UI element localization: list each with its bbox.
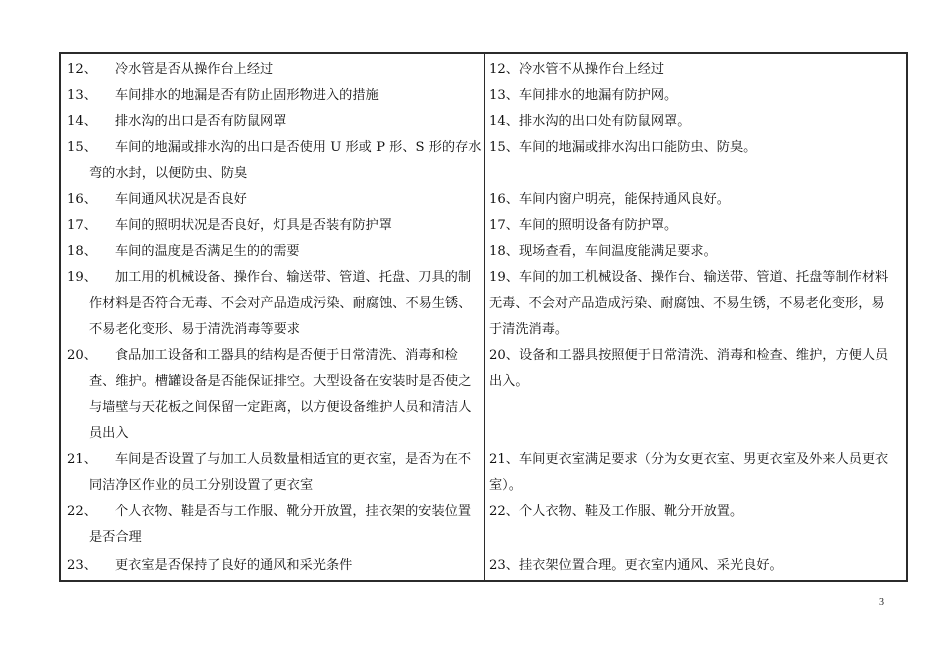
item-text-line: 员出入 (89, 426, 129, 441)
item-number: 14、 (67, 114, 97, 129)
page-number: 3 (879, 597, 884, 608)
item-text-line: 同洁净区作业的员工分别设置了更衣室 (89, 478, 314, 493)
result-text-line: 23、挂衣架位置合理。更衣室内通风、采光良好。 (489, 558, 783, 573)
item-number: 21、 (67, 452, 97, 467)
item-text-line: 作材料是否符合无毒、不会对产品造成污染、耐腐蚀、不易生锈、 (89, 296, 472, 311)
result-text-line: 21、车间更衣室满足要求（分为女更衣室、男更衣室及外来人员更衣 (489, 452, 889, 467)
item-number: 23、 (67, 558, 97, 573)
item-text-line: 车间排水的地漏是否有防止固形物进入的措施 (115, 88, 379, 103)
item-number: 16、 (67, 192, 97, 207)
inspection-table (59, 52, 908, 582)
result-text-line: 室）。 (489, 478, 522, 493)
item-number: 19、 (67, 270, 97, 285)
result-text-line: 18、现场查看，车间温度能满足要求。 (489, 244, 717, 259)
item-text-line: 不易老化变形、易于清洗消毒等要求 (89, 322, 300, 337)
result-text-line: 出入。 (489, 374, 529, 389)
result-text-line: 14、排水沟的出口处有防鼠网罩。 (489, 114, 691, 129)
result-text-line: 15、车间的地漏或排水沟出口能防虫、防臭。 (489, 140, 757, 155)
item-number: 22、 (67, 504, 97, 519)
item-text-line: 是否合理 (89, 530, 142, 545)
result-text-line: 17、车间的照明设备有防护罩。 (489, 218, 678, 233)
result-text-line: 12、冷水管不从操作台上经过 (489, 62, 665, 77)
item-text-line: 与墙壁与天花板之间保留一定距离，以方便设备维护人员和清洁人 (89, 400, 472, 415)
item-text-line: 车间通风状况是否良好 (115, 192, 247, 207)
item-text-line: 车间是否设置了与加工人员数量相适宜的更衣室，是否为在不 (115, 452, 472, 467)
result-text-line: 20、设备和工器具按照便于日常清洗、消毒和检查、维护，方便人员 (489, 348, 889, 363)
item-text-line: 排水沟的出口是否有防鼠网罩 (115, 114, 287, 129)
result-text-line: 22、个人衣物、鞋及工作服、靴分开放置。 (489, 504, 744, 519)
result-text-line: 无毒、不会对产品造成污染、耐腐蚀、不易生锈，不易老化变形，易 (489, 296, 885, 311)
item-text-line: 车间的温度是否满足生的的需要 (115, 244, 300, 259)
item-text-line: 查、维护。槽罐设备是否能保证排空。大型设备在安装时是否使之 (89, 374, 472, 389)
item-number: 12、 (67, 62, 97, 77)
result-text-line: 19、车间的加工机械设备、操作台、输送带、管道、托盘等制作材料 (489, 270, 889, 285)
item-text-line: 更衣室是否保持了良好的通风和采光条件 (115, 558, 353, 573)
item-number: 18、 (67, 244, 97, 259)
item-number: 17、 (67, 218, 97, 233)
item-number: 15、 (67, 140, 97, 155)
item-text-line: 车间的照明状况是否良好，灯具是否装有防护罩 (115, 218, 392, 233)
item-number: 20、 (67, 348, 97, 363)
item-text-line: 加工用的机械设备、操作台、输送带、管道、托盘、刀具的制 (115, 270, 472, 285)
item-text-line: 冷水管是否从操作台上经过 (115, 62, 274, 77)
result-text-line: 于清洗消毒。 (489, 322, 569, 337)
item-number: 13、 (67, 88, 97, 103)
column-divider (484, 54, 485, 580)
item-text-line: 个人衣物、鞋是否与工作服、靴分开放置，挂衣架的安装位置 (115, 504, 472, 519)
item-text-line: 弯的水封，以便防虫、防臭 (89, 166, 248, 181)
item-text-line: 车间的地漏或排水沟的出口是否使用 U 形或 P 形、S 形的存水 (115, 140, 482, 155)
result-text-line: 13、车间排水的地漏有防护网。 (489, 88, 678, 103)
item-text-line: 食品加工设备和工器具的结构是否便于日常清洗、消毒和检 (115, 348, 458, 363)
result-text-line: 16、车间内窗户明亮，能保持通风良好。 (489, 192, 730, 207)
